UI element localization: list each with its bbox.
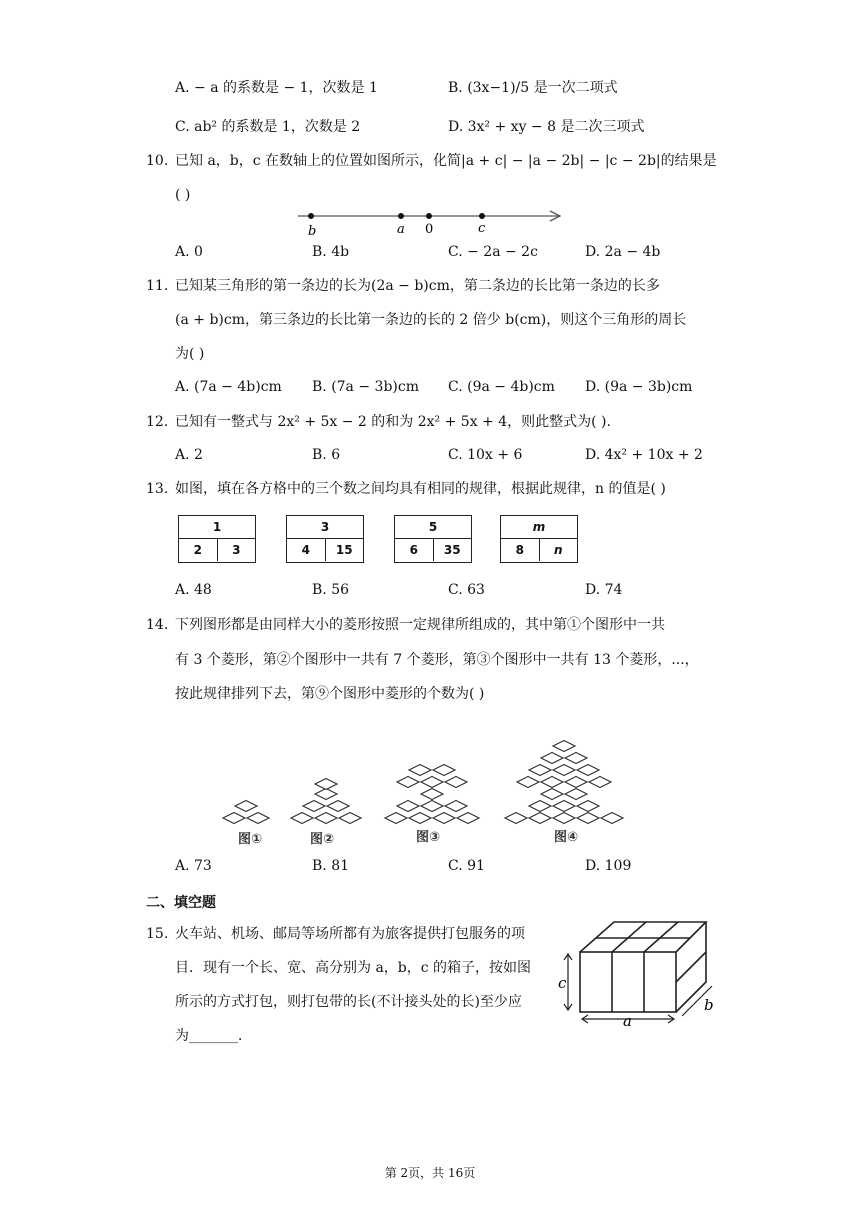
- table-left-cell: 2: [179, 539, 218, 561]
- q13-option-d: D. 74: [585, 582, 623, 598]
- packing-box-figure: [556, 912, 720, 1026]
- axis-label-a: a: [397, 222, 405, 237]
- axis-label-b: b: [308, 224, 317, 238]
- q12-option-d: D. 4x² + 10x + 2: [585, 447, 703, 463]
- rhombus-pattern-figure: [210, 735, 640, 850]
- table-top-cell: 5: [395, 516, 471, 539]
- q11-option-a: A. (7a − 4b)cm: [175, 379, 282, 395]
- fig-label-4: 图④: [554, 830, 579, 845]
- table-right-cell: n: [553, 543, 563, 557]
- q14-option-d: D. 109: [585, 858, 632, 874]
- pattern-table-4: [500, 515, 578, 563]
- q10-option-d: D. 2a − 4b: [585, 244, 661, 260]
- q10-number: 10.: [146, 153, 169, 169]
- axis-label-0: 0: [425, 222, 434, 237]
- point-b: [308, 213, 314, 219]
- rhombus-figure-3: [385, 765, 479, 824]
- table-right-cell: 15: [335, 543, 353, 557]
- q13-number: 13.: [146, 481, 169, 497]
- rhombus-figure-4: [505, 741, 623, 824]
- q11-line3: 为( ): [175, 346, 205, 362]
- q15-line3: 所示的方式打包，则打包带的长(不计接头处的长)至少应: [175, 994, 522, 1010]
- section-title: 二、填空题: [146, 895, 216, 911]
- pattern-table-1: [178, 515, 256, 563]
- q14-option-b: B. 81: [312, 858, 350, 874]
- q13-option-b: B. 56: [312, 582, 350, 598]
- q12-option-a: A. 2: [175, 447, 203, 463]
- fig-label-2: 图②: [310, 832, 335, 847]
- q9-option-c: C. ab² 的系数是 1，次数是 2: [175, 119, 361, 135]
- q15-line4: 为_______．: [175, 1028, 252, 1044]
- pattern-table-2: [286, 515, 364, 563]
- q10-text: 已知 a，b，c 在数轴上的位置如图所示，化简|a + c| − |a − 2b| − |c − 2b|的结果是: [175, 153, 717, 169]
- q13-text: 如图，填在各方格中的三个数之间均具有相同的规律，根据此规律，n 的值是( ): [175, 481, 666, 497]
- q11-option-b: B. (7a − 3b)cm: [312, 379, 419, 395]
- axis-label-c: c: [478, 221, 486, 236]
- q14-line3: 按此规律排列下去，第⑨个图形中菱形的个数为( ): [175, 686, 485, 702]
- q13-option-a: A. 48: [175, 582, 212, 598]
- q15-number: 15.: [146, 926, 169, 942]
- box-label-a: a: [623, 1012, 632, 1026]
- q12-option-b: B. 6: [312, 447, 341, 463]
- fig-label-3: 图③: [416, 830, 441, 845]
- q12-option-c: C. 10x + 6: [448, 447, 523, 463]
- pattern-table-3: [394, 515, 472, 563]
- point-c: [479, 213, 485, 219]
- q14-number: 14.: [146, 617, 169, 633]
- table-left-cell: 4: [287, 539, 326, 561]
- point-0: [426, 213, 432, 219]
- q12-text: 已知有一整式与 2x² + 5x − 2 的和为 2x² + 5x + 4，则此整式为( ).: [175, 414, 611, 430]
- q11-option-c: C. (9a − 4b)cm: [448, 379, 555, 395]
- q9-option-a: A. − a 的系数是 − 1，次数是 1: [175, 80, 378, 96]
- table-top-cell: 3: [287, 516, 363, 539]
- q14-line1: 下列图形都是由同样大小的菱形按照一定规律所组成的，其中第①个图形中一共: [175, 617, 665, 633]
- q14-option-c: C. 91: [448, 858, 485, 874]
- q12-number: 12.: [146, 414, 169, 430]
- table-right-cell: 35: [443, 543, 461, 557]
- box-label-c: c: [558, 974, 567, 992]
- q15-line1: 火车站、机场、邮局等场所都有为旅客提供打包服务的项: [175, 926, 525, 942]
- q11-number: 11.: [146, 278, 169, 294]
- table-left-cell: 6: [395, 539, 434, 561]
- q10-option-c: C. − 2a − 2c: [448, 244, 538, 260]
- box-label-b: b: [704, 996, 714, 1014]
- point-a: [398, 213, 404, 219]
- number-line-figure: [290, 204, 570, 238]
- q9-option-d: D. 3x² + xy − 8 是二次三项式: [448, 119, 645, 135]
- q10-option-b: B. 4b: [312, 244, 350, 260]
- rhombus-figure-1: [223, 801, 269, 824]
- table-right-cell: 3: [232, 543, 241, 557]
- q9-option-b: B. (3x−1)/5 是一次二项式: [448, 80, 618, 96]
- q11-line2: (a + b)cm，第三条边的长比第一条边的长的 2 倍少 b(cm)，则这个三角形的周长: [175, 312, 687, 328]
- fig-label-1: 图①: [238, 832, 263, 847]
- table-top-cell: 1: [179, 516, 255, 539]
- page-footer: 第 2页，共 16页: [384, 1166, 476, 1180]
- q10-option-a: A. 0: [175, 244, 203, 260]
- q14-line2: 有 3 个菱形，第②个图形中一共有 7 个菱形，第③个图形中一共有 13 个菱形，...，: [175, 652, 699, 668]
- rhombus-figure-2: [291, 779, 361, 824]
- q13-option-c: C. 63: [448, 582, 485, 598]
- q11-option-d: D. (9a − 3b)cm: [585, 379, 693, 395]
- q14-option-a: A. 73: [175, 858, 212, 874]
- q11-line1: 已知某三角形的第一条边的长为(2a − b)cm，第二条边的长比第一条边的长多: [175, 278, 660, 294]
- table-left-cell: 8: [501, 539, 540, 561]
- q15-line2: 目．现有一个长、宽、高分别为 a，b，c 的箱子，按如图: [175, 960, 532, 976]
- table-top-cell: m: [501, 516, 577, 539]
- q10-paren: ( ): [175, 187, 191, 203]
